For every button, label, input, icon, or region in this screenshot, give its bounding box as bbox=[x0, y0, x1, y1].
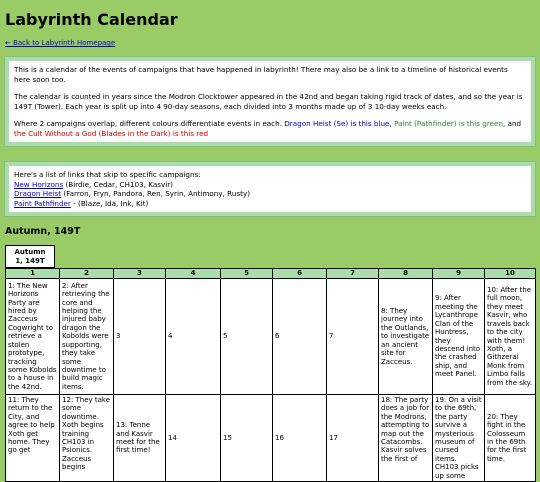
day-cell: 6 bbox=[273, 279, 327, 395]
intro-paragraph-3 bbox=[14, 119, 526, 138]
day-cell: 14 bbox=[166, 395, 221, 482]
intro-paragraph-1: This is a calendar of the events of campaigns that have happened in labyrinth! There may also be a link to a timeline of historical events here soon too. bbox=[14, 65, 508, 84]
day-cell: 17 bbox=[327, 395, 379, 482]
day-header: 5 bbox=[221, 269, 273, 279]
cult-colour-key: the Cult Without a God (Blades in the Dark) is this red bbox=[14, 128, 209, 138]
paint-pathfinder-link[interactable]: Paint Pathfinder bbox=[14, 198, 71, 208]
day-cell: 20: They fight in the Colosseum in the 69th for the first time. bbox=[485, 395, 536, 482]
day-header: 2 bbox=[60, 269, 114, 279]
day-cell: 10: After the full moon, they meet Kasvir, who travels back to the city with them! Xoth, a Githzerai Monk from Limbo falls from the sky. bbox=[485, 279, 536, 395]
day-header: 9 bbox=[433, 269, 485, 279]
day-cell: 2: After retrieving the core and helping the injured baby dragon the Kobolds were supporting, they take some downtime to build magic items. bbox=[60, 279, 114, 395]
intro-panel bbox=[5, 57, 535, 146]
calendar-table bbox=[5, 268, 536, 482]
page-title: Labyrinth Calendar bbox=[5, 10, 178, 29]
day-header: 7 bbox=[327, 269, 379, 279]
day-cell: 11: They return to the City, and agree to help Xoth get home. They go get bbox=[6, 395, 60, 482]
day-cell: 16 bbox=[273, 395, 327, 482]
day-cell: 19: On a visit to the 69th, the party survive a mysterious museum of cursed items. CH103 picks up some bbox=[433, 395, 485, 482]
dragon-heist-link[interactable]: Dragon Heist bbox=[14, 189, 62, 198]
dragon-heist-members: (Farron, Fryn, Pandora, Ren, Syrin, Antimony, Rusty) bbox=[61, 189, 251, 198]
day-cell: 12: They take some downtime. Xoth begins training CH103 in Psionics. Zacceus begins bbox=[60, 395, 114, 482]
intro-paragraph-2: The calendar is counted in years since the Modron Clocktower appeared in the 42nd and began taking rigid track of dates, and so the year is 149T (Tower). Each year is split up into 4 90-day seasons, each divided into 3 months made up of 3 10-day weeks each. bbox=[14, 92, 523, 111]
calendar-week-row bbox=[6, 395, 536, 482]
dragon-heist-colour-key: Dragon Heist (Se) is this blue bbox=[284, 119, 390, 128]
day-cell: 9: After meeting the Lycanthrope Clan of the Huntress, they descend into the crashed ship, and meet Panel. bbox=[433, 279, 485, 395]
day-header: 8 bbox=[379, 269, 433, 279]
colour-key-lead: Where 2 campaigns overlap, different colours differentiate events in each. bbox=[14, 119, 285, 128]
season-label: Autumn 1, 149T bbox=[5, 245, 55, 268]
day-cell: 7 bbox=[327, 279, 379, 395]
back-to-homepage-link[interactable]: ← Back to Labyrinth Homepage bbox=[5, 39, 116, 47]
day-header: 3 bbox=[114, 269, 166, 279]
day-header: 6 bbox=[273, 269, 327, 279]
colour-key-separator: , bbox=[389, 119, 395, 128]
day-cell: 18: The party does a job for the Modrons, attempting to map out the Catacombs. Kasvir solves the first of bbox=[379, 395, 433, 482]
section-title: Autumn, 149T bbox=[5, 226, 81, 237]
day-header: 10 bbox=[485, 269, 536, 279]
day-header: 1 bbox=[6, 269, 60, 279]
campaign-link-row bbox=[14, 189, 526, 199]
day-cell: 13: Tenne and Kasvir meet for the first time! bbox=[114, 395, 166, 482]
campaign-link-row bbox=[14, 199, 526, 209]
calendar-week-row bbox=[6, 279, 536, 395]
day-cell: 1: The New Horizons Party are hired by Zacceus Cogwright to retrieve a stolen prototype, tracking some Kobolds to a house in the 42nd. bbox=[6, 279, 60, 395]
day-cell: 15 bbox=[221, 395, 273, 482]
day-cell: 3 bbox=[114, 279, 166, 395]
paint-colour-key: Paint (Pathfinder) is this green bbox=[394, 119, 504, 128]
new-horizons-link[interactable]: New Horizons bbox=[14, 179, 64, 189]
colour-key-and: , and bbox=[503, 119, 522, 128]
day-cell: 8: They journey into the Outlands, to investigate an ancient site for Zacceus. bbox=[379, 279, 433, 395]
paint-pathfinder-members: - (Blaze, Ida, Ink, Kit) bbox=[70, 198, 149, 208]
new-horizons-members: (Birdie, Cedar, CH103, Kasvir) bbox=[63, 179, 173, 189]
calendar-header-row bbox=[6, 269, 536, 279]
campaign-links-heading: Here's a list of links that skip to specific campaigns: bbox=[14, 170, 201, 179]
day-cell: 5 bbox=[221, 279, 273, 395]
campaign-links-panel bbox=[5, 162, 535, 216]
day-header: 4 bbox=[166, 269, 221, 279]
campaign-link-row bbox=[14, 180, 526, 190]
day-cell: 4 bbox=[166, 279, 221, 395]
